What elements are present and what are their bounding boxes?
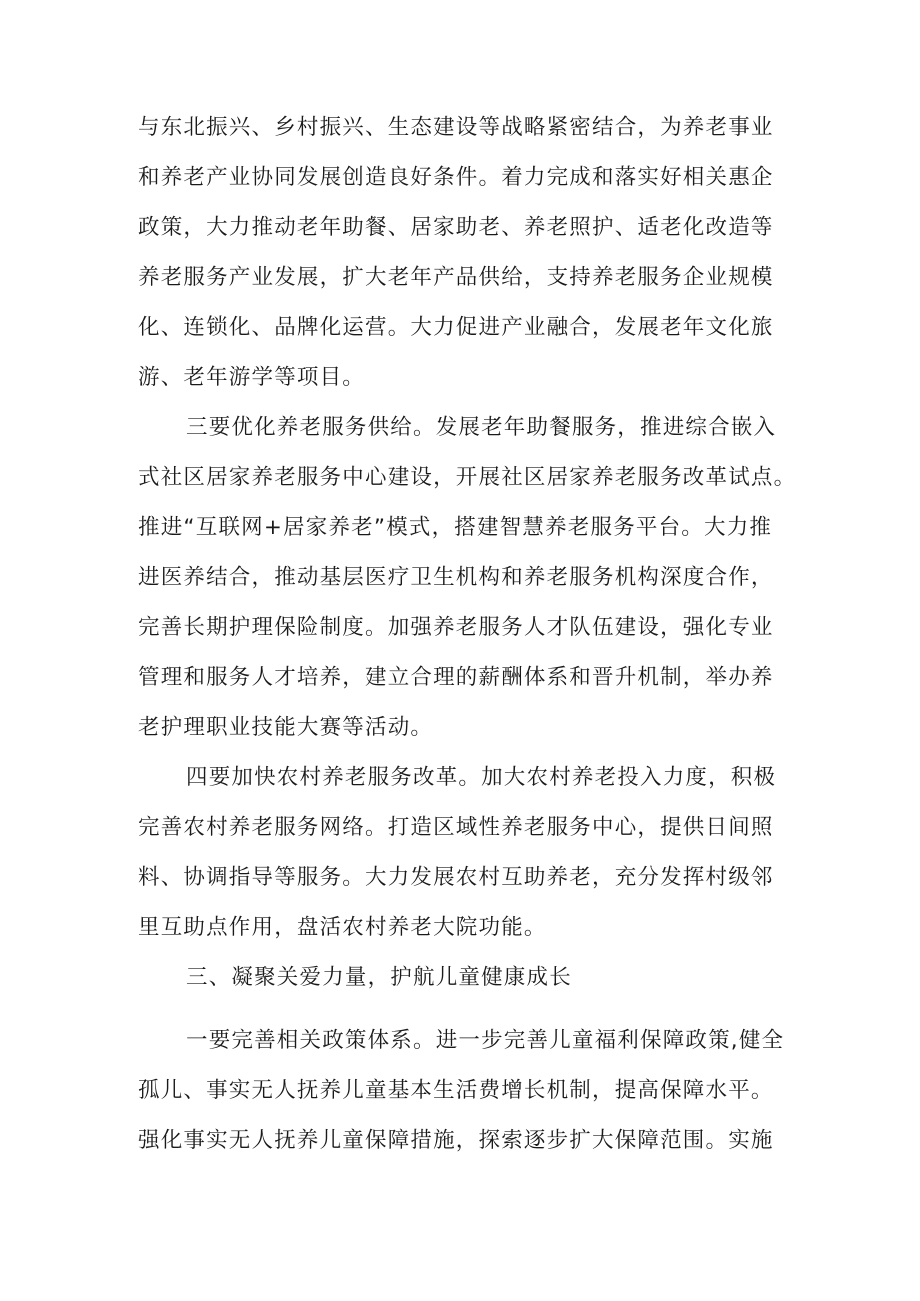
text-line: 管理和服务人才培养，建立合理的薪酬体系和晋升机制，举办养	[138, 665, 774, 690]
text-line: 里互助点作用，盘活农村养老大院功能。	[138, 915, 547, 940]
text-line: 料、协调指导等服务。大力发展农村互助养老，充分发挥村级邻	[138, 865, 774, 890]
text-line: 化、连锁化、品牌化运营。大力促进产业融合，发展老年文化旅	[138, 315, 774, 340]
text-line: 与东北振兴、乡村振兴、生态建设等战略紧密结合，为养老事业	[138, 115, 774, 140]
text-line: 孤儿、事实无人抚养儿童基本生活费增长机制，提高保障水平。	[138, 1078, 774, 1103]
text-line: 政策，大力推动老年助餐、居家助老、养老照护、适老化改造等	[138, 215, 774, 240]
text-line: 老护理职业技能大赛等活动。	[138, 715, 434, 740]
text-line: 进医养结合，推动基层医疗卫生机构和养老服务机构深度合作，	[138, 565, 774, 590]
text-line: 完善农村养老服务网络。打造区域性养老服务中心，提供日间照	[138, 815, 774, 840]
text-line: 一要完善相关政策体系。进一步完善儿童福利保障政策,健全	[186, 1028, 785, 1053]
text-line: 和养老产业协同发展创造良好条件。着力完成和落实好相关惠企	[138, 165, 774, 190]
text-line: 游、老年游学等项目。	[138, 365, 366, 390]
text-line: 四要加快农村养老服务改革。加大农村养老投入力度，积极	[186, 765, 777, 790]
section-heading: 三、凝聚关爱力量，护航儿童健康成长	[186, 965, 572, 990]
text-line: 完善长期护理保险制度。加强养老服务人才队伍建设，强化专业	[138, 615, 774, 640]
text-line: 养老服务产业发展，扩大老年产品供给，支持养老服务企业规模	[138, 265, 774, 290]
text-line: 三要优化养老服务供给。发展老年助餐服务，推进综合嵌入	[186, 415, 777, 440]
text-line: 推进“互联网+居家养老”模式，搭建智慧养老服务平台。大力推	[138, 515, 773, 540]
text-line: 强化事实无人抚养儿童保障措施，探索逐步扩大保障范围。实施	[138, 1128, 774, 1153]
text-line: 式社区居家养老服务中心建设，开展社区居家养老服务改革试点。	[138, 465, 797, 490]
